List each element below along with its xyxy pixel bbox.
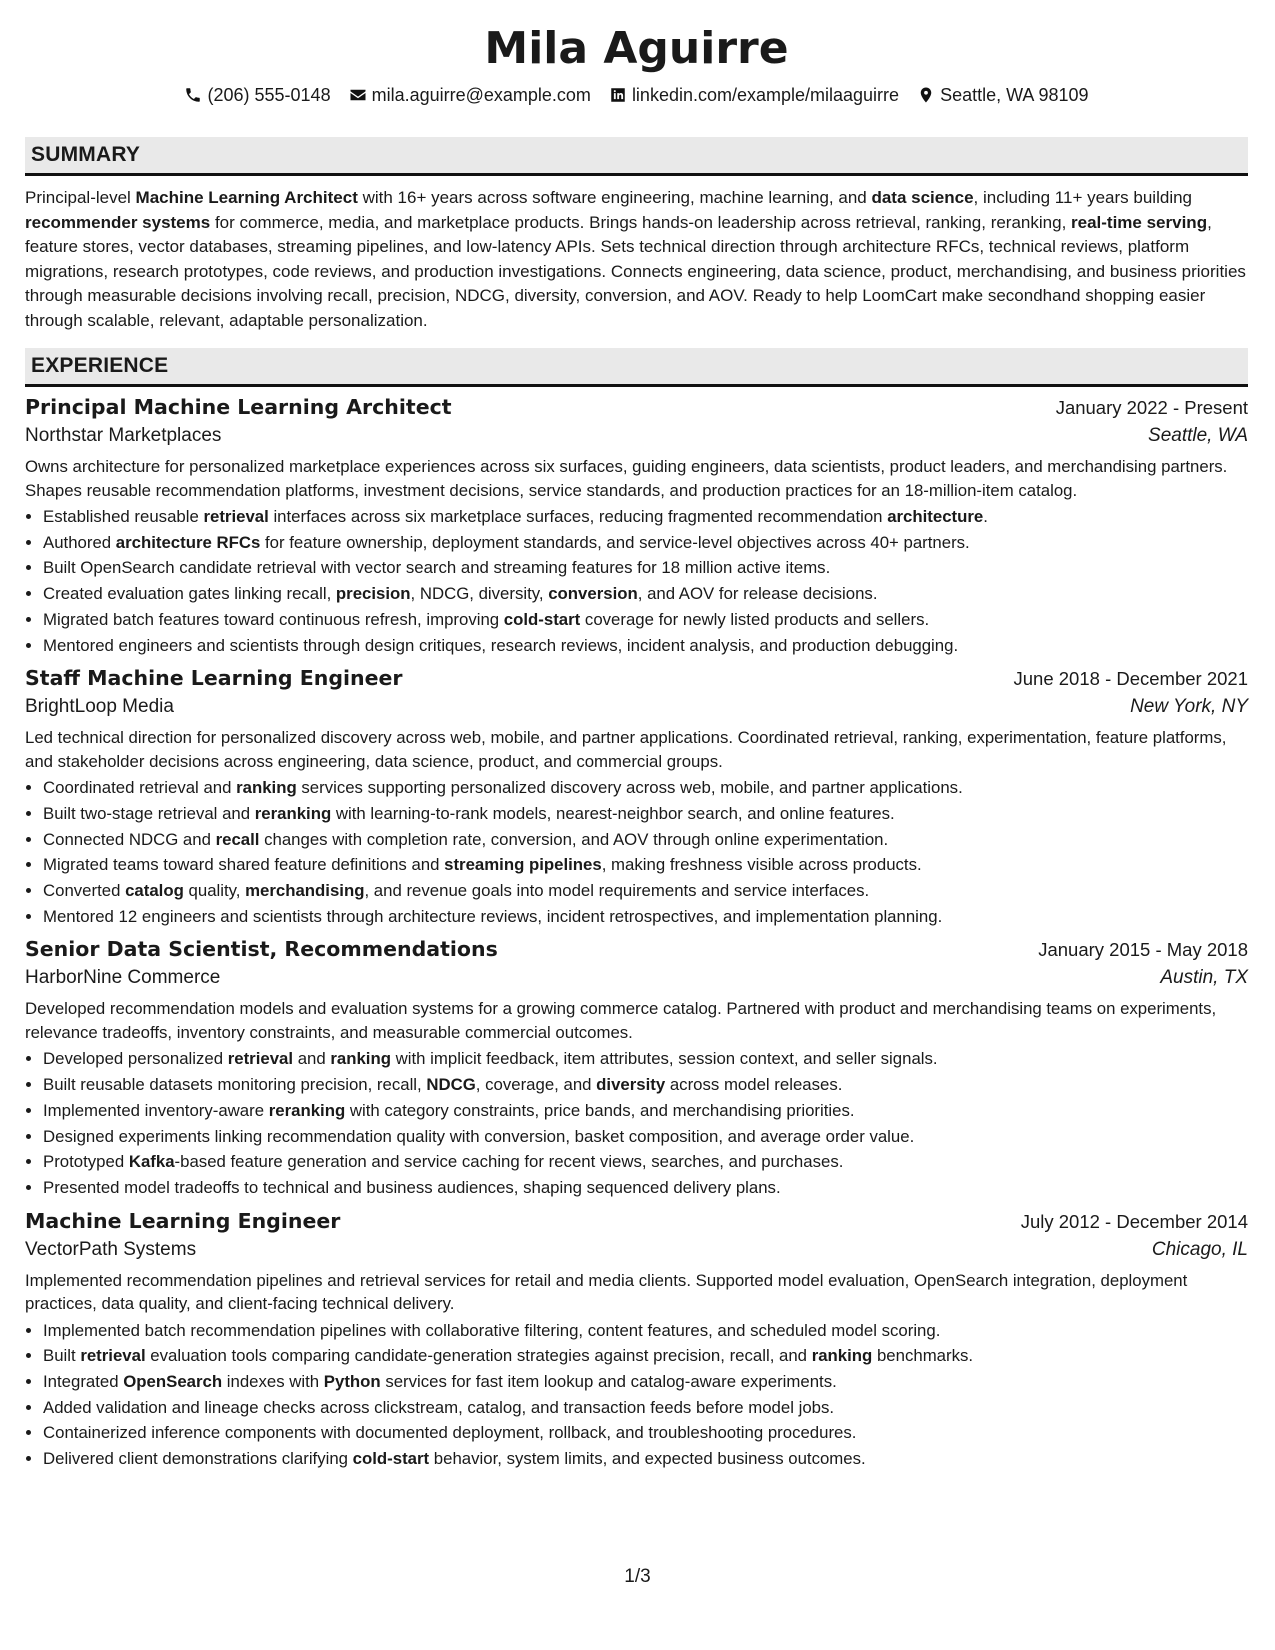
- text-run: with implicit feedback, item attributes, session context, and seller signals.: [390, 1049, 938, 1069]
- text-run: for commerce, media, and marketplace products. Brings hands-on leadership across retrieval, ranking, reranking,: [210, 212, 1072, 232]
- text-run: Authored: [43, 532, 116, 552]
- bullet-item: [43, 852, 1248, 878]
- summary-text: [25, 186, 1248, 333]
- job-entry: [25, 1209, 1248, 1472]
- bold-keyword: OpenSearch: [123, 1372, 223, 1392]
- text-run: -based feature generation and service caching for recent views, searches, and purchases.: [174, 1152, 844, 1172]
- bold-keyword: Python: [323, 1372, 381, 1392]
- job-dates: July 2012 - December 2014: [1020, 1210, 1248, 1232]
- bullet-item: [43, 504, 1248, 530]
- job-description: Led technical direction for personalized discovery across web, mobile, and partner applications. Coordinated retrieval, ranking, experimentation, feature platforms, and stakeholder decisions across engineering, data science, product, and commercial groups.: [25, 728, 1227, 771]
- job-location: Austin, TX: [1160, 967, 1248, 989]
- job-subheader: [25, 425, 1248, 447]
- bullet-item: [43, 1149, 1248, 1175]
- bullet-item: [43, 555, 1248, 581]
- text-run: Added validation and lineage checks across clickstream, catalog, and transaction feeds before model jobs.: [43, 1397, 835, 1417]
- text-run: , including 11+ years building: [973, 188, 1192, 207]
- job-dates: January 2015 - May 2018: [1038, 939, 1248, 961]
- job-dates: January 2022 - Present: [1055, 397, 1248, 418]
- text-run: Established reusable: [43, 507, 204, 526]
- envelope-icon: [349, 86, 367, 104]
- job-company: VectorPath Systems: [25, 1238, 197, 1260]
- text-run: with category constraints, price bands, and merchandising priorities.: [345, 1100, 855, 1120]
- bullet-item: [43, 1175, 1248, 1201]
- bullet-item: [43, 1098, 1248, 1124]
- text-run: Coordinated retrieval and: [43, 778, 237, 798]
- experience-heading: EXPERIENCE: [25, 348, 1248, 387]
- job-bullets: [25, 775, 1248, 929]
- contact-linkedin[interactable]: [609, 82, 899, 108]
- text-run: Built: [43, 1346, 81, 1366]
- job-bullets: [25, 504, 1248, 658]
- text-run: Built two-stage retrieval and: [43, 803, 255, 823]
- contact-phone: [184, 82, 330, 108]
- text-run: Created evaluation gates linking recall,: [43, 584, 336, 604]
- job-description: Owns architecture for personalized marketplace experiences across six surfaces, guiding engineers, data scientists, product leaders, and merchandising partners. Shapes reusable recommendation platforms, investment decisions, service standards, and production practices for an 18-million-item catalog.: [25, 457, 1228, 500]
- experience-list: [25, 395, 1248, 1472]
- bullet-item: [43, 1395, 1248, 1421]
- bold-keyword: reranking: [254, 803, 332, 823]
- job-company: HarborNine Commerce: [25, 967, 221, 989]
- bold-keyword: precision: [335, 584, 411, 604]
- bullet-item: [43, 827, 1248, 853]
- text-run: with learning-to-rank models, nearest-neighbor search, and online features.: [331, 803, 895, 823]
- bullet-item: [43, 1446, 1248, 1472]
- bold-keyword: recommender systems: [25, 212, 211, 232]
- linkedin-icon: [609, 86, 627, 104]
- bullet-item: [43, 607, 1248, 633]
- text-run: Designed experiments linking recommendation quality with conversion, basket composition, and average order value.: [43, 1126, 915, 1146]
- bullet-item: [43, 633, 1248, 659]
- text-run: Presented model tradeoffs to technical and business audiences, shaping sequenced delivery plans.: [43, 1177, 781, 1197]
- text-run: coverage for newly listed products and sellers.: [580, 609, 930, 629]
- bold-keyword: retrieval: [227, 1049, 294, 1069]
- text-run: Containerized inference components with documented deployment, rollback, and troubleshooting procedures.: [43, 1423, 857, 1443]
- text-run: services supporting personalized discovery across web, mobile, and partner applications.: [296, 778, 963, 798]
- job-location: Chicago, IL: [1151, 1238, 1248, 1260]
- job-entry: [25, 937, 1248, 1200]
- text-run: with 16+ years across software engineering, machine learning, and: [357, 188, 872, 207]
- text-run: Implemented batch recommendation pipelines with collaborative filtering, content features, and scheduled model scoring.: [43, 1320, 941, 1340]
- bold-keyword: ranking: [236, 778, 297, 798]
- text-run: Delivered client demonstrations clarifying: [43, 1449, 353, 1469]
- bold-keyword: merchandising: [245, 881, 365, 901]
- bold-keyword: ranking: [811, 1346, 873, 1366]
- text-run: Prototyped: [43, 1152, 129, 1172]
- bullet-item: [43, 801, 1248, 827]
- bullet-item: [43, 1369, 1248, 1395]
- job-title: Machine Learning Engineer: [25, 1208, 341, 1233]
- text-run: .: [983, 507, 988, 526]
- bold-keyword: cold-start: [503, 609, 581, 629]
- job-subheader: [25, 696, 1248, 718]
- bullet-item: [43, 530, 1248, 556]
- job-dates: June 2018 - December 2021: [1013, 668, 1248, 690]
- candidate-name: Mila Aguirre: [484, 23, 789, 74]
- bullet-item: [43, 904, 1248, 930]
- bold-keyword: recall: [215, 829, 260, 849]
- job-title: Senior Data Scientist, Recommendations: [25, 937, 498, 962]
- text-run: Mentored engineers and scientists through design critiques, research reviews, incident analysis, and production debugging.: [43, 635, 959, 655]
- text-run: Migrated batch features toward continuous refresh, improving: [43, 609, 504, 629]
- summary-heading: SUMMARY: [25, 137, 1248, 176]
- bullet-item: [43, 581, 1248, 607]
- job-header: [25, 937, 1248, 961]
- text-run: Principal-level: [25, 188, 136, 207]
- phone-text: (206) 555-0148: [207, 85, 331, 105]
- text-run: benchmarks.: [872, 1346, 974, 1366]
- experience-section: [25, 348, 1248, 1472]
- email-link[interactable]: mila.aguirre@example.com: [371, 85, 591, 105]
- text-run: interfaces across six marketplace surfaces, reducing fragmented recommendation: [268, 507, 888, 526]
- contact-email[interactable]: [349, 82, 591, 108]
- text-run: , and AOV for release decisions.: [637, 584, 878, 604]
- bold-keyword: Machine Learning Architect: [135, 188, 358, 207]
- job-company: BrightLoop Media: [25, 696, 174, 718]
- bullet-item: [43, 1124, 1248, 1150]
- job-title: Staff Machine Learning Engineer: [25, 666, 403, 691]
- text-run: , and revenue goals into model requirements and service interfaces.: [364, 881, 870, 901]
- text-run: Connected NDCG and: [43, 829, 216, 849]
- bullet-item: [43, 1072, 1248, 1098]
- job-description: Implemented recommendation pipelines and retrieval services for retail and media clients. Supported model evaluation, OpenSearch integration, deployment practices, data quality, and client-facing technical delivery.: [25, 1270, 1188, 1314]
- linkedin-link[interactable]: linkedin.com/example/milaaguirre: [631, 85, 900, 105]
- job-company: Northstar Marketplaces: [25, 425, 222, 446]
- job-description: Developed recommendation models and evaluation systems for a growing commerce catalog. Partnered with product and merchandising teams on experiments, relevance tradeoffs, inventory constraints, and measurable commercial outcomes.: [25, 999, 1217, 1042]
- bold-keyword: reranking: [268, 1100, 346, 1120]
- job-location: New York, NY: [1130, 696, 1248, 718]
- job-header: [25, 1209, 1248, 1233]
- bold-keyword: catalog: [125, 881, 184, 901]
- bold-keyword: real-time serving: [1071, 212, 1208, 232]
- job-header: [25, 395, 1248, 419]
- page-number: 1/3: [624, 1566, 651, 1587]
- job-title: Principal Machine Learning Architect: [25, 395, 452, 419]
- bold-keyword: retrieval: [203, 507, 269, 526]
- text-run: quality,: [183, 881, 246, 901]
- text-run: , NDCG, diversity,: [410, 584, 549, 604]
- bold-keyword: NDCG: [426, 1075, 476, 1095]
- bullet-item: [43, 1046, 1248, 1072]
- bullet-item: [43, 1343, 1248, 1369]
- text-run: Integrated: [43, 1372, 124, 1392]
- resume-page: [25, 0, 1248, 1472]
- bullet-item: [43, 1420, 1248, 1446]
- bold-keyword: streaming pipelines: [444, 855, 602, 875]
- contact-location: [917, 82, 1088, 108]
- job-subheader: [25, 967, 1248, 989]
- text-run: across model releases.: [665, 1075, 843, 1095]
- text-run: services for fast item lookup and catalog-aware experiments.: [380, 1372, 837, 1392]
- bold-keyword: data science: [871, 188, 974, 207]
- job-bullets: [25, 1318, 1248, 1472]
- phone-icon: [184, 86, 202, 104]
- bullet-item: [43, 1318, 1248, 1344]
- text-run: Developed personalized: [43, 1049, 228, 1069]
- text-run: Implemented inventory-aware: [43, 1100, 269, 1120]
- bold-keyword: cold-start: [352, 1449, 430, 1469]
- bold-keyword: diversity: [596, 1075, 666, 1095]
- bold-keyword: conversion: [548, 584, 638, 604]
- bold-keyword: retrieval: [80, 1346, 146, 1366]
- bold-keyword: ranking: [330, 1049, 391, 1069]
- text-run: Mentored 12 engineers and scientists through architecture reviews, incident retrospectives, and implementation planning.: [43, 906, 943, 926]
- job-bullets: [25, 1046, 1248, 1200]
- bold-keyword: Kafka: [128, 1152, 175, 1172]
- summary-section: [25, 137, 1248, 333]
- text-run: indexes with: [222, 1372, 324, 1392]
- job-entry: [25, 666, 1248, 929]
- text-run: evaluation tools comparing candidate-generation strategies against precision, recall, and: [145, 1346, 812, 1366]
- text-run: , making freshness visible across products.: [601, 855, 922, 875]
- contact-bar: [25, 82, 1248, 108]
- job-entry: [25, 395, 1248, 658]
- bold-keyword: architecture RFCs: [115, 532, 261, 552]
- text-run: , feature stores, vector databases, streaming pipelines, and low-latency APIs. Sets technical direction through architecture RFCs, technical reviews, platform migrations, research prototypes, code reviews, and production investigations. Connects engineering, data science, product, merchandising, and business priorities through measurable decisions involving recall, precision, NDCG, diversity, conversion, and AOV. Ready to help LoomCart make secondhand shopping easier through scalable, relevant, adaptable personalization.: [25, 212, 1246, 330]
- job-subheader: [25, 1239, 1248, 1261]
- text-run: behavior, system limits, and expected business outcomes.: [429, 1449, 866, 1469]
- text-run: and: [293, 1049, 331, 1069]
- text-run: Converted: [43, 881, 126, 901]
- text-run: changes with completion rate, conversion, and AOV through online experimentation.: [259, 829, 889, 849]
- bold-keyword: architecture: [887, 507, 984, 526]
- text-run: Built reusable datasets monitoring precision, recall,: [43, 1075, 427, 1095]
- text-run: Built OpenSearch candidate retrieval with vector search and streaming features for 18 million active items.: [43, 558, 831, 578]
- bullet-item: [43, 775, 1248, 801]
- text-run: for feature ownership, deployment standards, and service-level objectives across 40+ partners.: [260, 532, 970, 552]
- job-location: Seattle, WA: [1148, 425, 1248, 446]
- text-run: Migrated teams toward shared feature definitions and: [43, 855, 445, 875]
- map-pin-icon: [917, 86, 935, 104]
- bullet-item: [43, 878, 1248, 904]
- job-header: [25, 666, 1248, 690]
- text-run: , coverage, and: [475, 1075, 597, 1095]
- location-text: Seattle, WA 98109: [940, 85, 1089, 105]
